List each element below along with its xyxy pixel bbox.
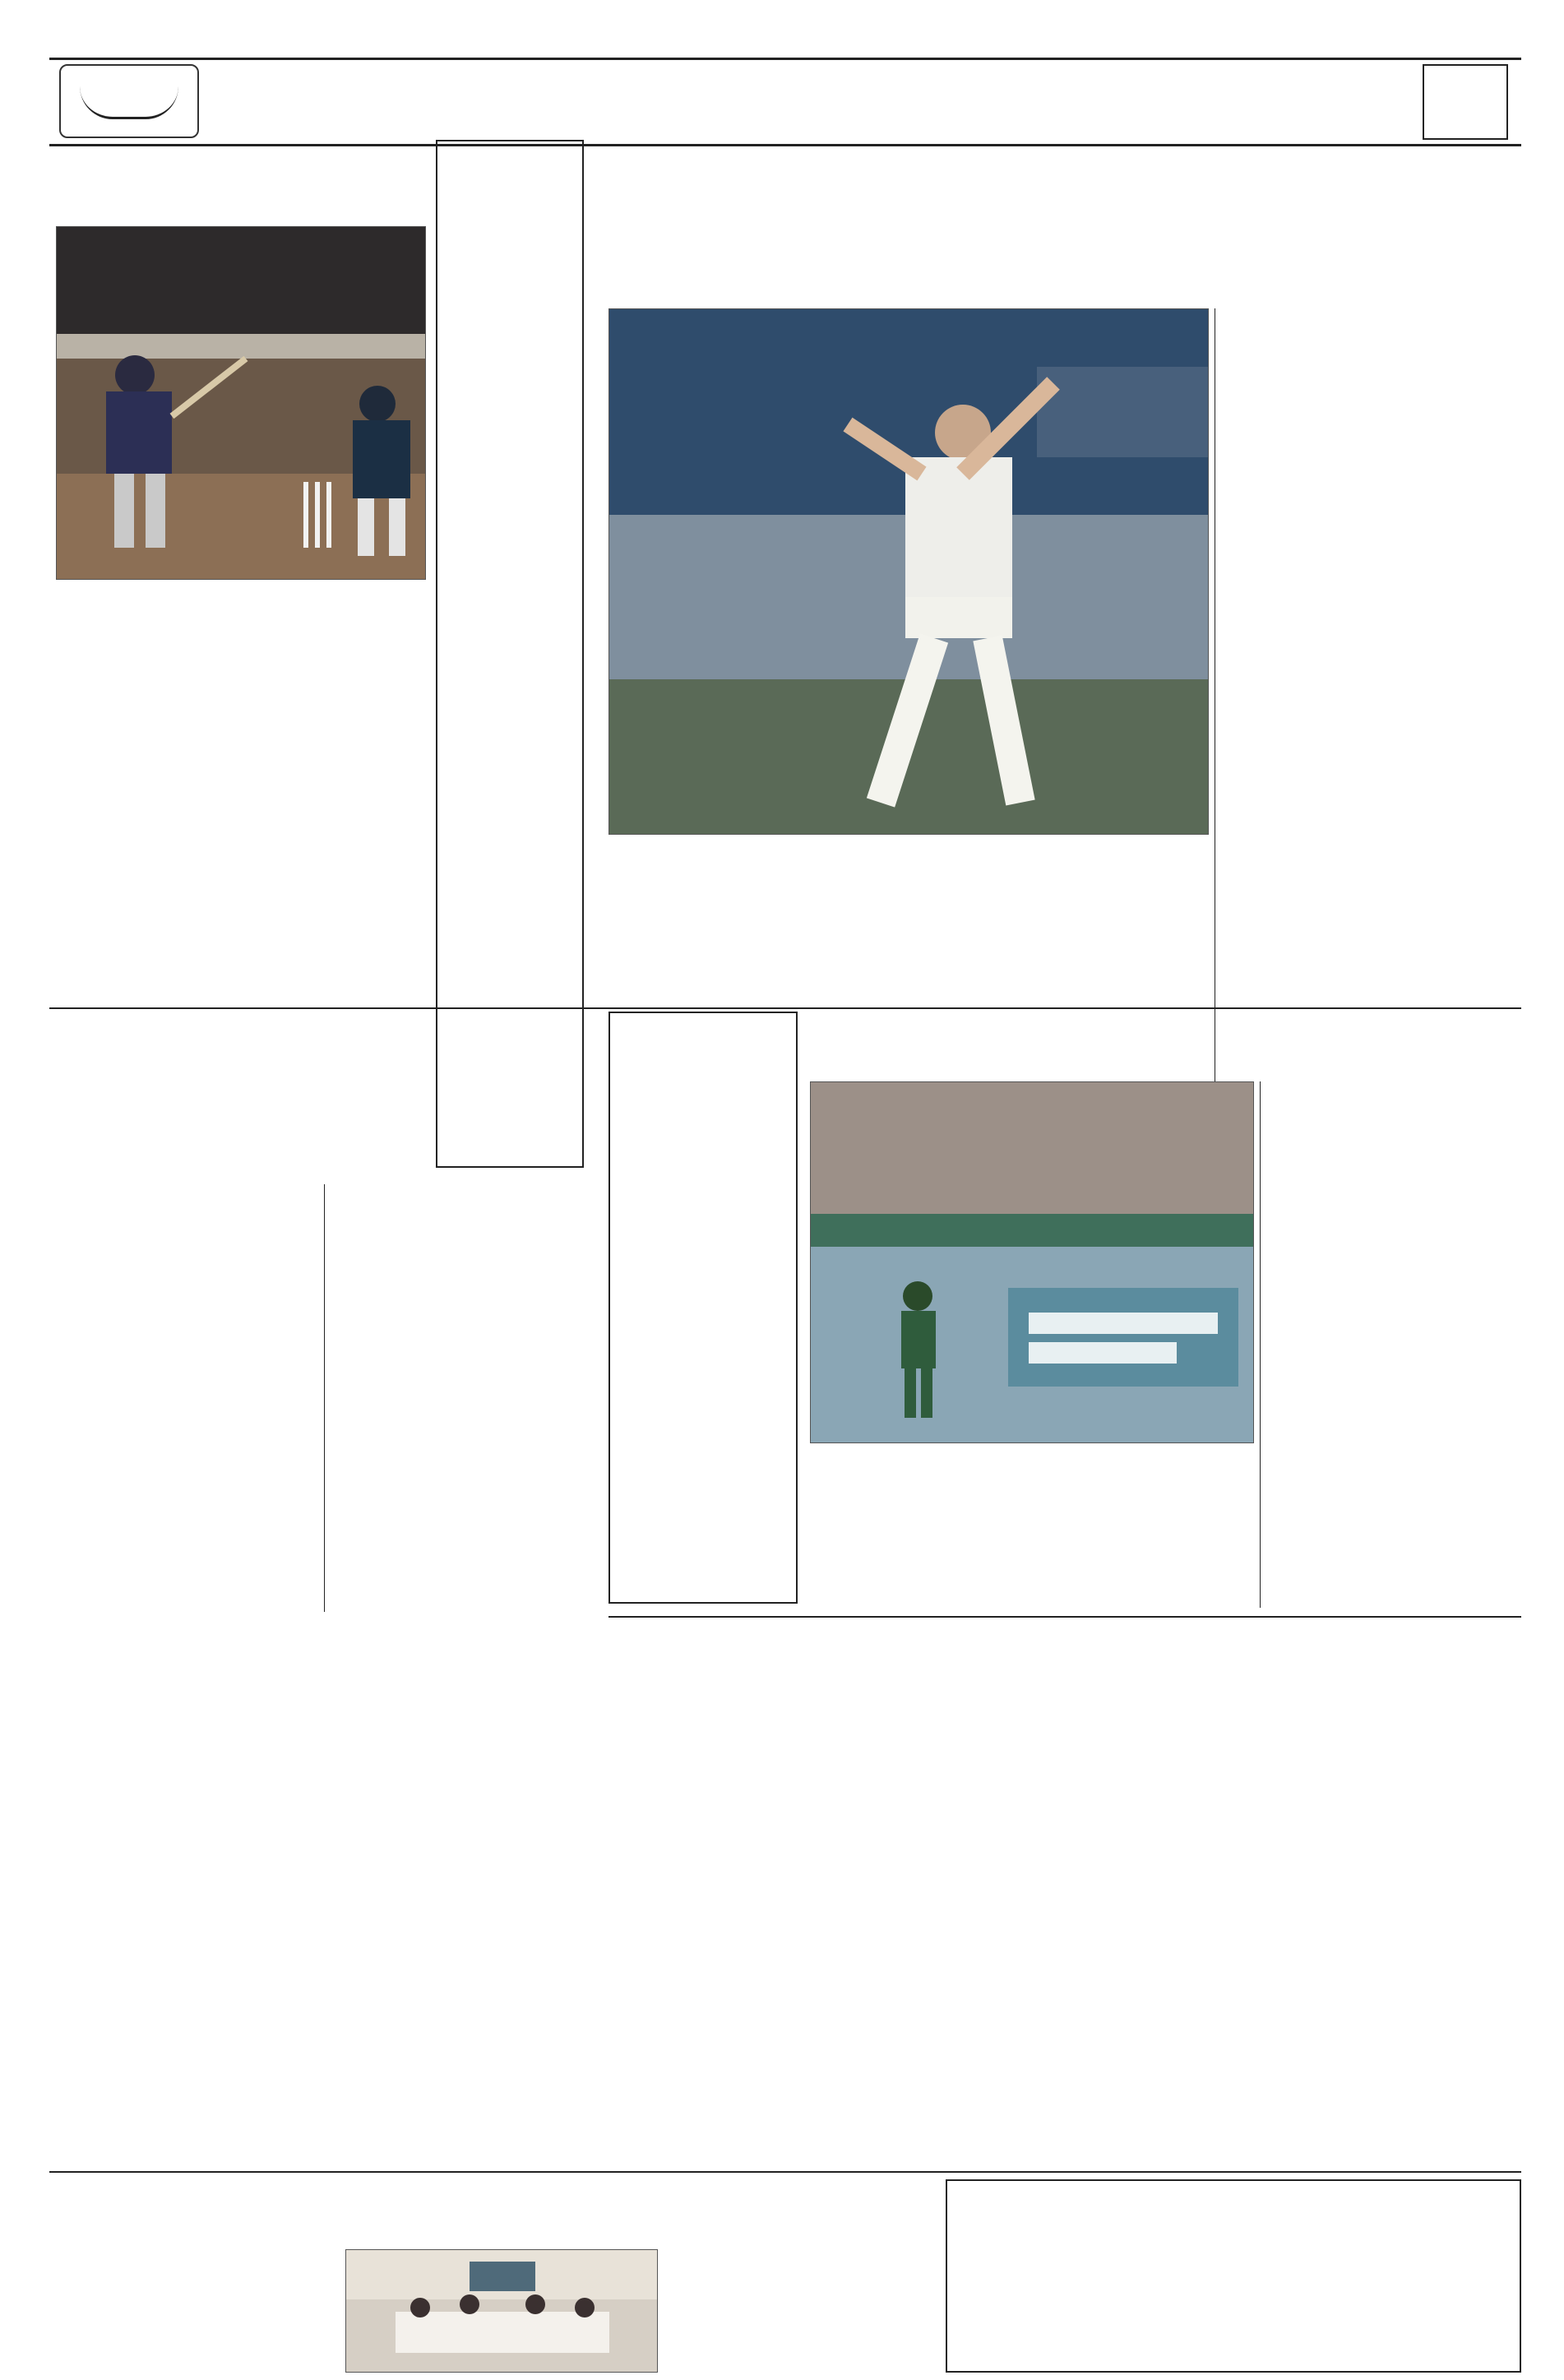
left-top-headline <box>49 148 444 238</box>
logo-mark <box>80 84 178 119</box>
column-rule <box>1260 1081 1261 1608</box>
central-contract-body <box>958 2229 1509 2368</box>
pak-visa-body-col1 <box>49 1184 321 1612</box>
dateline <box>1184 72 1381 130</box>
sidebar-mid-body <box>617 1102 789 1595</box>
central-contract-headline <box>954 2183 1513 2225</box>
section-divider <box>49 2171 1521 2173</box>
psl-body-col2 <box>666 2249 937 2373</box>
page-number <box>1423 64 1508 140</box>
newspaper-logo <box>59 64 199 138</box>
asian-games-photo <box>810 1081 1254 1443</box>
column-rule <box>324 1184 325 1612</box>
sidebar-top-headline <box>441 148 579 238</box>
cricket-keeper-image <box>57 227 426 580</box>
women-asian-body-col2 <box>810 1452 1254 1608</box>
psl-meeting-photo <box>345 2249 658 2373</box>
bowler-image <box>609 309 1209 835</box>
sidebar-mid-headline <box>613 1020 793 1061</box>
bowler-photo <box>608 308 1209 835</box>
section-divider <box>608 1616 1521 1618</box>
psl-headline <box>49 2179 937 2245</box>
lead-headline <box>592 164 1513 288</box>
psl-body-col1 <box>49 2249 337 2373</box>
asian-games-image <box>811 1082 1254 1443</box>
women-asian-headline <box>810 1020 1517 1077</box>
india-record-body <box>608 1719 1521 2163</box>
sidebar-mid-byline <box>613 1065 793 1098</box>
pak-visa-headline <box>49 1012 592 1176</box>
india-record-headline <box>608 1624 1521 1715</box>
cricket-keeper-photo <box>56 226 426 580</box>
women-asian-body-col1 <box>1266 1081 1513 1608</box>
section-divider <box>49 1007 1521 1009</box>
sidebar-top-byline <box>441 243 579 300</box>
pak-visa-body-col2 <box>329 1184 608 1612</box>
psl-meeting-image <box>346 2250 658 2373</box>
section-title <box>625 71 937 128</box>
